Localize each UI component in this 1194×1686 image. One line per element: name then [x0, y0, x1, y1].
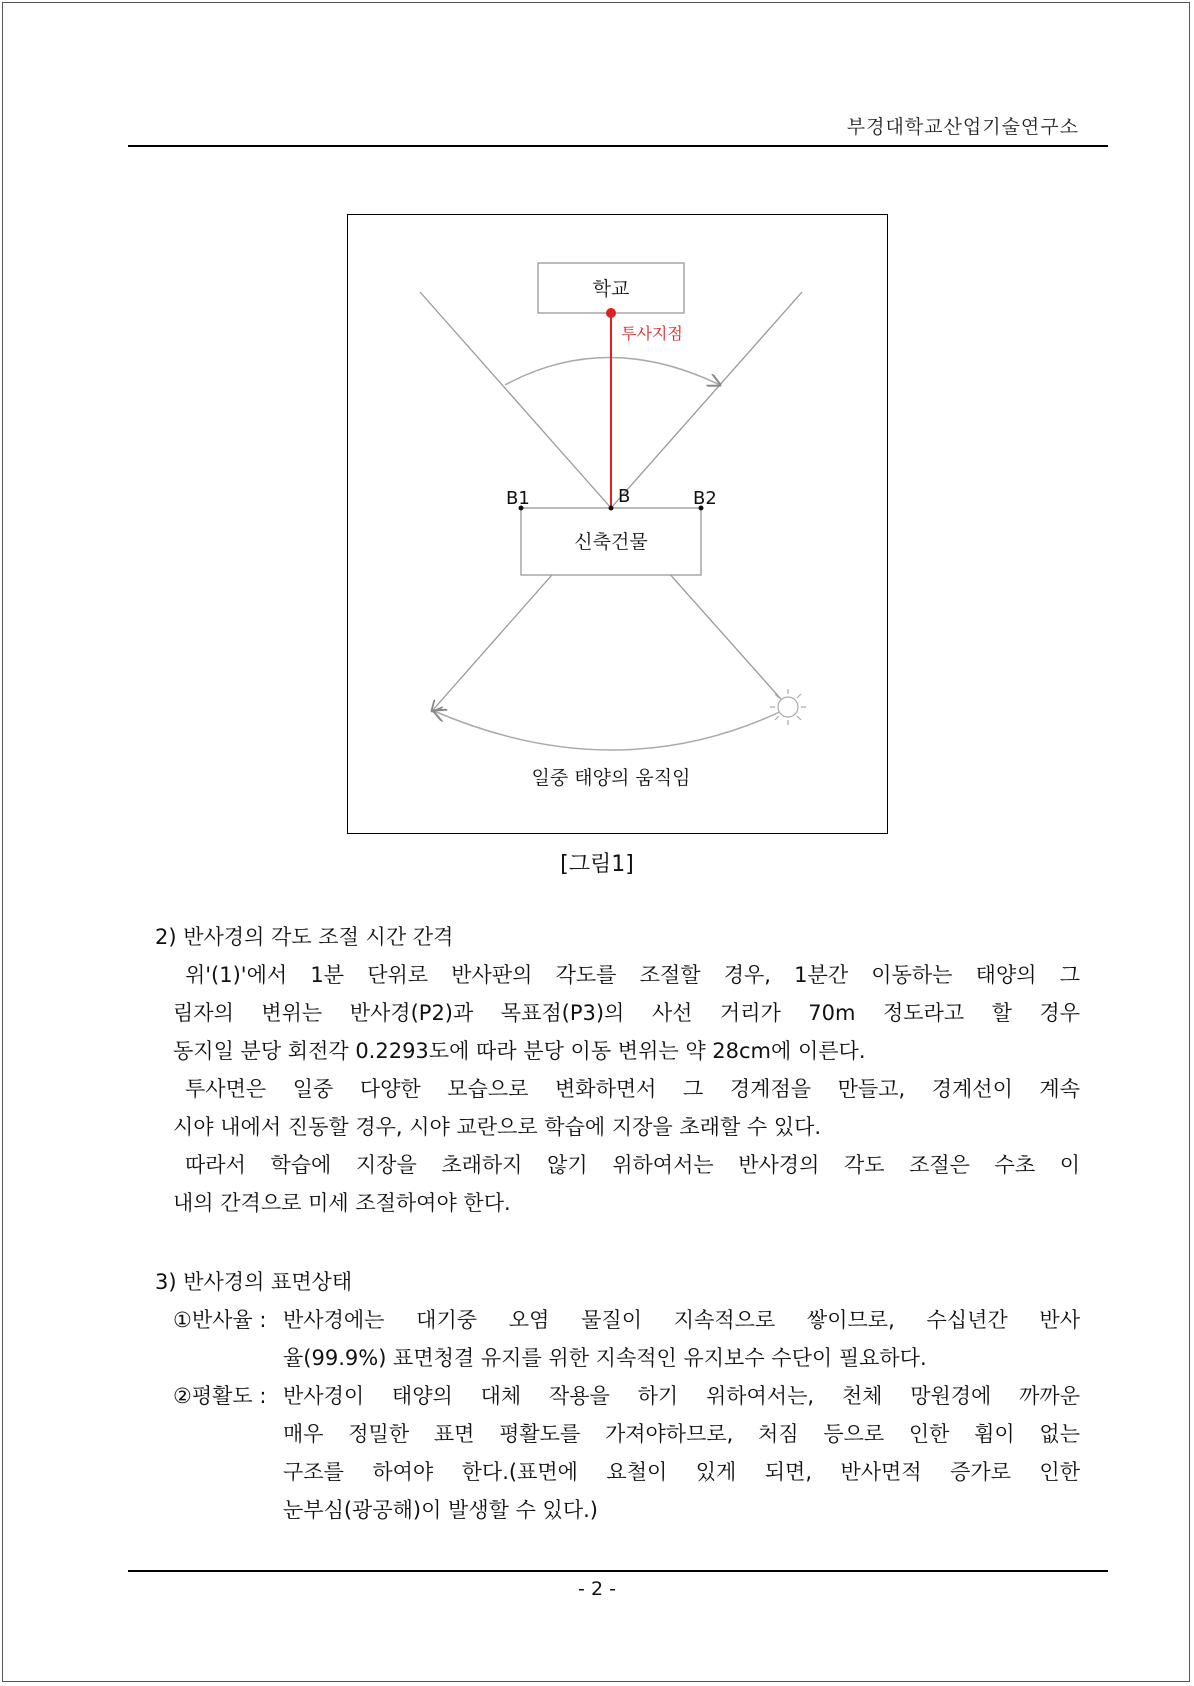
building-label: 신축건물: [574, 531, 648, 553]
view-arc: [505, 358, 720, 386]
figure-1: [347, 214, 888, 834]
figure-diagram: [348, 215, 889, 835]
header-rule: [128, 145, 1108, 147]
section-2-title: 2) 반사경의 각도 조절 시간 간격: [155, 925, 454, 949]
item-reflectance-line1: 반사경에는 대기중 오염 물질이 지속적으로 쌓이므로, 수십년간 반사: [283, 1308, 1080, 1332]
projection-point: [606, 308, 616, 318]
section-2-p2-line2: 시야 내에서 진동할 경우, 시야 교란으로 학습에 지장을 초래할 수 있다.: [173, 1115, 822, 1139]
projection-label: 투사지점: [621, 324, 683, 343]
b-label: B: [618, 486, 631, 507]
sun-motion-arc: [434, 709, 786, 750]
section-2-p1-line1: 위'(1)'에서 1분 단위로 반사판의 각도를 조절할 경우, 1분간 이동하는 태양의 그: [185, 963, 1080, 987]
view-line-left: [420, 292, 611, 508]
section-2-p3-line2: 내의 간격으로 미세 조절하여야 한다.: [173, 1191, 511, 1215]
footer-rule: [128, 1570, 1108, 1572]
item-reflectance-label: ①반사율 :: [173, 1308, 267, 1332]
item-flatness-line2: 매우 정밀한 표면 평활도를 가져야하므로, 처짐 등으로 인한 휨이 없는: [283, 1422, 1080, 1446]
item-flatness-line4: 눈부심(광공해)이 발생할 수 있다.): [283, 1498, 598, 1522]
sun-icon: [770, 689, 806, 725]
section-2-p3-line1: 따라서 학습에 지장을 초래하지 않기 위하여서는 반사경의 각도 조절은 수초 이: [185, 1153, 1080, 1177]
item-reflectance: [155, 1301, 1080, 1377]
point-b: [609, 506, 614, 511]
b1-label: B1: [506, 488, 530, 509]
section-2: [155, 918, 1080, 1222]
page-number: - 2 -: [578, 1578, 616, 1600]
b2-label: B2: [693, 488, 717, 509]
section-3-title: 3) 반사경의 표면상태: [155, 1270, 353, 1294]
item-flatness-line1: 반사경이 태양의 대체 작용을 하기 위하여서는, 천체 망원경에 까까운: [283, 1384, 1080, 1408]
section-2-p1-line3: 동지일 분당 회전각 0.2293도에 따라 분당 이동 변위는 약 28cm에 이른다.: [173, 1039, 866, 1063]
item-flatness: [155, 1377, 1080, 1529]
figure-caption: [그림1]: [560, 852, 634, 877]
item-flatness-label: ②평활도 :: [173, 1384, 267, 1408]
section-3: [155, 1263, 1080, 1529]
item-reflectance-line2: 율(99.9%) 표면청결 유지를 위한 지속적인 유지보수 수단이 필요하다.: [283, 1346, 927, 1370]
section-2-p2-line1: 투사면은 일중 다양한 모습으로 변화하면서 그 경계점을 만들고, 경계선이 계속: [185, 1077, 1080, 1101]
school-label: 학교: [592, 278, 630, 300]
sun-motion-label: 일중 태양의 움직임: [531, 767, 691, 789]
item-flatness-line3: 구조를 하여야 한다.(표면에 요철이 있게 되면, 반사면적 증가로 인한: [283, 1460, 1080, 1484]
section-2-p1-line2: 림자의 변위는 반사경(P2)과 목표점(P3)의 사선 거리가 70m 정도라고 할 경우: [173, 1001, 1080, 1025]
header-org: 부경대학교산업기술연구소: [846, 116, 1079, 138]
